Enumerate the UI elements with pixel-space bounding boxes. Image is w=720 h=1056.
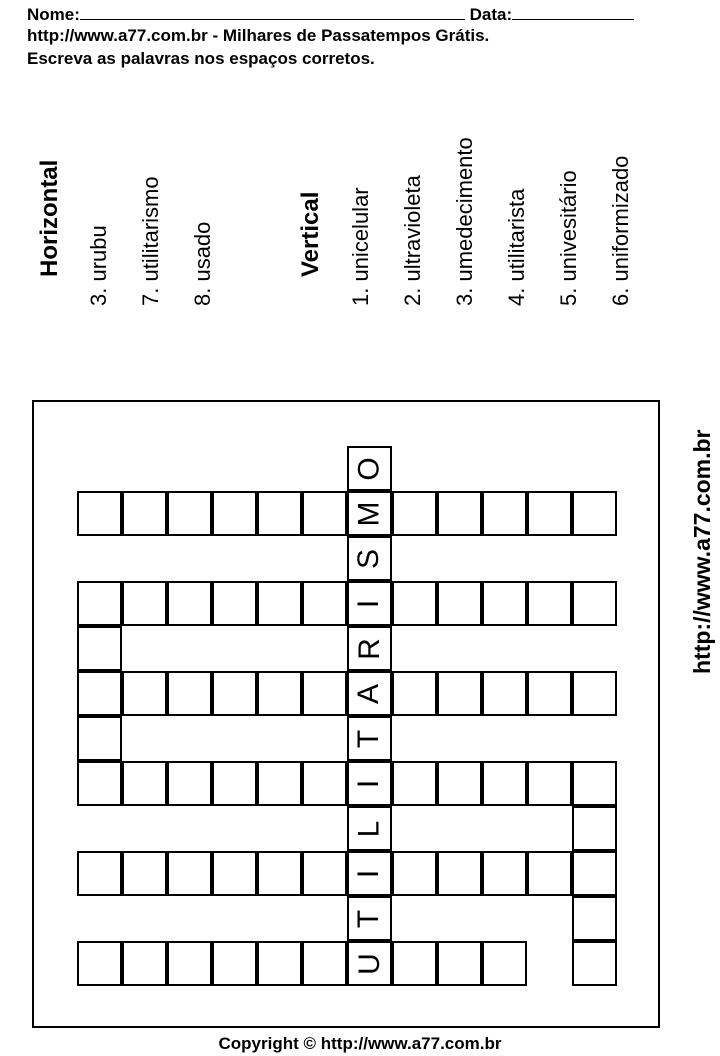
grid-cell[interactable]	[77, 716, 122, 761]
name-label: Nome:	[27, 5, 80, 24]
grid-cell[interactable]	[77, 581, 122, 626]
grid-cell[interactable]	[122, 491, 167, 536]
footer-copyright: Copyright © http://www.a77.com.br	[218, 1034, 502, 1053]
vertical-clue: 5. univesitário	[556, 170, 581, 306]
grid-cell[interactable]	[257, 761, 302, 806]
grid-cell-filled[interactable]	[347, 581, 392, 626]
grid-cell-filled[interactable]	[347, 446, 392, 491]
grid-cell[interactable]	[302, 851, 347, 896]
side-url: http://www.a77.com.br	[689, 429, 715, 674]
grid-cell[interactable]	[212, 761, 257, 806]
grid-cell[interactable]	[527, 761, 572, 806]
grid-cell[interactable]	[122, 671, 167, 716]
grid-cell-filled[interactable]	[347, 896, 392, 941]
vertical-clue: 6. uniformizado	[608, 155, 633, 306]
grid-cell[interactable]	[302, 671, 347, 716]
grid-cell[interactable]	[437, 581, 482, 626]
grid-cell[interactable]	[572, 941, 617, 986]
grid-cell[interactable]	[527, 581, 572, 626]
instructions: Escreva as palavras nos espaços corretos.	[27, 49, 375, 68]
grid-cell[interactable]	[482, 581, 527, 626]
grid-letter: I	[352, 779, 386, 788]
grid-cell[interactable]	[302, 581, 347, 626]
grid-cell[interactable]	[257, 941, 302, 986]
grid-cell[interactable]	[392, 671, 437, 716]
grid-cell-filled[interactable]	[347, 941, 392, 986]
grid-cell-filled[interactable]	[347, 671, 392, 716]
grid-cell[interactable]	[257, 581, 302, 626]
grid-cell-filled[interactable]	[347, 626, 392, 671]
grid-cell[interactable]	[572, 761, 617, 806]
grid-cell[interactable]	[392, 941, 437, 986]
grid-cell[interactable]	[212, 581, 257, 626]
grid-cell[interactable]	[122, 941, 167, 986]
grid-cell[interactable]	[572, 491, 617, 536]
vertical-clue: 4. utilitarista	[504, 188, 529, 306]
grid-cell[interactable]	[212, 851, 257, 896]
grid-cell[interactable]	[482, 671, 527, 716]
grid-cell[interactable]	[527, 491, 572, 536]
site-line: http://www.a77.com.br - Milhares de Passatempos Grátis.	[27, 26, 490, 45]
grid-cell[interactable]	[257, 851, 302, 896]
grid-cell[interactable]	[122, 581, 167, 626]
grid-cell[interactable]	[482, 761, 527, 806]
grid-letter: R	[352, 637, 386, 660]
grid-cell[interactable]	[77, 761, 122, 806]
grid-cell-filled[interactable]	[347, 851, 392, 896]
date-field[interactable]	[512, 3, 634, 20]
grid-cell[interactable]	[302, 761, 347, 806]
grid-letter: L	[352, 820, 386, 837]
grid-cell[interactable]	[212, 491, 257, 536]
grid-cell[interactable]	[572, 896, 617, 941]
grid-letter: T	[352, 729, 386, 748]
grid-cell[interactable]	[167, 761, 212, 806]
grid-cell[interactable]	[167, 851, 212, 896]
grid-cell[interactable]	[77, 626, 122, 671]
date-label: Data:	[469, 5, 513, 24]
grid-cell[interactable]	[77, 941, 122, 986]
grid-letter: I	[352, 869, 386, 878]
name-date-line	[27, 3, 634, 25]
horizontal-clue: 7. utilitarismo	[138, 176, 163, 306]
vertical-clue: 3. umedecimento	[452, 137, 477, 306]
grid-cell[interactable]	[392, 491, 437, 536]
grid-cell[interactable]	[122, 761, 167, 806]
grid-cell[interactable]	[167, 941, 212, 986]
grid-cell[interactable]	[572, 806, 617, 851]
grid-cell[interactable]	[527, 671, 572, 716]
name-field[interactable]	[80, 3, 465, 20]
grid-letter: U	[352, 952, 386, 975]
grid-cell[interactable]	[257, 671, 302, 716]
grid-cell[interactable]	[167, 581, 212, 626]
grid-cell[interactable]	[257, 491, 302, 536]
grid-letter: S	[352, 548, 386, 569]
vertical-title: Vertical	[297, 191, 324, 277]
grid-cell[interactable]	[167, 671, 212, 716]
grid-cell[interactable]	[572, 671, 617, 716]
grid-cell[interactable]	[302, 491, 347, 536]
grid-cell[interactable]	[77, 671, 122, 716]
grid-cell[interactable]	[77, 491, 122, 536]
grid-letter: T	[352, 909, 386, 928]
grid-letter: M	[352, 501, 386, 526]
grid-cell[interactable]	[527, 851, 572, 896]
grid-cell[interactable]	[437, 941, 482, 986]
grid-cell[interactable]	[437, 851, 482, 896]
vertical-clue: 1. unicelular	[348, 187, 373, 306]
grid-cell[interactable]	[167, 491, 212, 536]
horizontal-clue: 8. usado	[190, 221, 215, 306]
grid-cell[interactable]	[212, 671, 257, 716]
grid-cell[interactable]	[572, 851, 617, 896]
grid-cell-filled[interactable]	[347, 536, 392, 581]
grid-cell[interactable]	[392, 581, 437, 626]
grid-cell[interactable]	[392, 761, 437, 806]
grid-letter: A	[352, 683, 386, 704]
grid-cell[interactable]	[392, 851, 437, 896]
grid-letter: I	[352, 599, 386, 608]
grid-letter: O	[352, 456, 386, 481]
grid-cell[interactable]	[77, 851, 122, 896]
horizontal-title: Horizontal	[36, 159, 63, 277]
grid-cell-filled[interactable]	[347, 716, 392, 761]
grid-cell[interactable]	[437, 761, 482, 806]
grid-cell[interactable]	[302, 941, 347, 986]
grid-cell[interactable]	[437, 491, 482, 536]
horizontal-clue: 3. urubu	[86, 225, 111, 306]
grid-cell-filled[interactable]	[347, 491, 392, 536]
grid-cell-filled[interactable]	[347, 806, 392, 851]
grid-cell[interactable]	[122, 851, 167, 896]
grid-cell[interactable]	[572, 581, 617, 626]
grid-cell[interactable]	[482, 941, 527, 986]
grid-cell[interactable]	[482, 491, 527, 536]
grid-cell-filled[interactable]	[347, 761, 392, 806]
vertical-clue: 2. ultravioleta	[400, 175, 425, 306]
grid-cell[interactable]	[437, 671, 482, 716]
grid-cell[interactable]	[482, 851, 527, 896]
grid-cell[interactable]	[212, 941, 257, 986]
